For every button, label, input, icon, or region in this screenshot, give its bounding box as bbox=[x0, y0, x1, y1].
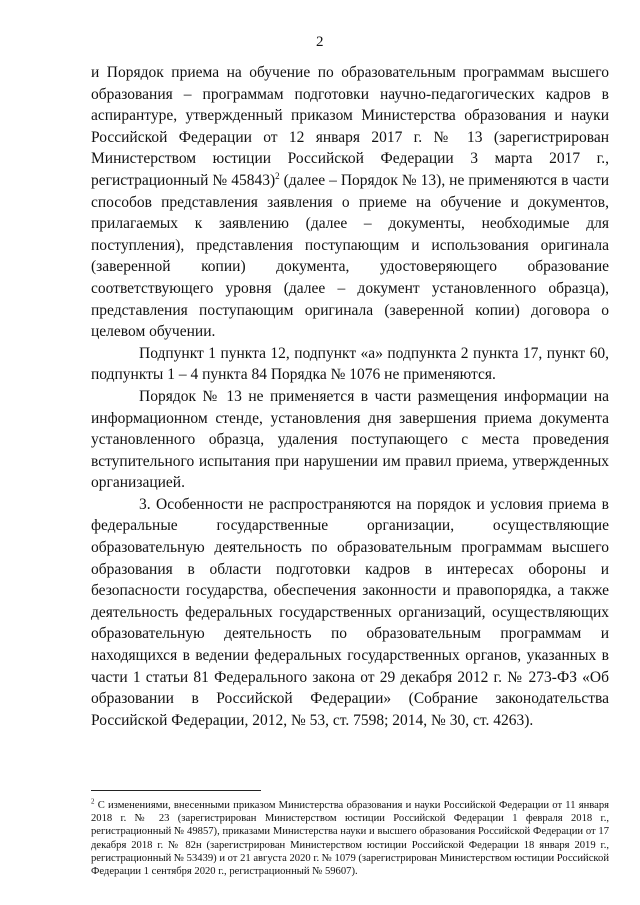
paragraph-not-applied-1076: Подпункт 1 пункта 12, подпункт «а» подпункта 2 пункта 17, пункт 60, подпункты 1 – 4 пункта 84 Порядка № 1076 не применяются. bbox=[91, 344, 609, 384]
paragraph-not-applied-13: Порядок № 13 не применяется в части размещения информации на информационном стенде, установления дня завершения приема документа установленного образца, удаления поступающего с места проведения вступительного испытания при нарушении им правил приема, утвержденных организацией. bbox=[91, 387, 609, 492]
paragraph-clause-3: 3. Особенности не распространяются на порядок и условия приема в федеральные государственные организации, осуществляющие образовательную деятельность по образовательным программам высшего образования в области подготовки кадров в интересах обороны и безопасности государства, обеспечения законности и правопорядка, а также деятельность федеральных государственных организаций, осуществляющих образовательную деятельность по образовательным программам и находящихся в ведении федеральных государственных органов, указанных в части 1 статьи 81 Федерального закона от 29 декабря 2012 г. № 273-ФЗ «Об образовании в Российской Федерации» (Собрание законодательства Российской Федерации, 2012, № 53, ст. 7598; 2014, № 30, ст. 4263). bbox=[91, 495, 609, 729]
footnote-mark: 2 bbox=[91, 797, 95, 806]
footnote-text: С изменениями, внесенными приказом Министерства образования и науки Российской Федерации от 11 января 2018 г. № 23 (зарегистрирован Министерством юстиции Российской Федерации 1 февраля 2018 г., регистрационный № 49857), приказами Министерства науки и высшего образования Российской Федерации от 17 декабря 2018 г. № 82н (зарегистрирован Министерством юстиции Российской Федерации 18 января 2019 г., регистрационный № 53439) и от 21 августа 2020 г. № 1079 (зарегистрирован Министерством юстиции Российской Федерации 1 сентября 2020 г., регистрационный № 59607). bbox=[91, 800, 609, 878]
paragraph-procedure-13-tail: (далее – Порядок № 13), не применяются в части способов представления заявления о приеме на обучение и документов, прилагаемых к заявлению (далее – документы, необходимые для поступления), представления поступающим и использования оригинала (заверенной копии) документа, удостоверяющего образование соответствующего уровня (далее – документ установленного образца), представления поступающим оригинала (заверенной копии) договора о целевом обучении. bbox=[91, 171, 610, 341]
footnote bbox=[91, 799, 609, 878]
paragraph-procedure-13-text: и Порядок приема на обучение по образовательным программам высшего образования – программам подготовки научно-педагогических кадров в аспирантуре, утвержденный приказом Министерства образования и науки Российской Федерации от 12 января 2017 г. № 13 (зарегистрирован Министерством юстиции Российской Федерации 3 марта 2017 г., регистрационный № 45843) bbox=[91, 64, 609, 189]
footnote-reference[interactable]: 2 bbox=[275, 170, 280, 181]
document-body bbox=[91, 62, 609, 731]
page-number: 2 bbox=[316, 34, 324, 50]
footnote-divider bbox=[91, 790, 261, 791]
paragraph-procedure-13 bbox=[91, 62, 609, 343]
